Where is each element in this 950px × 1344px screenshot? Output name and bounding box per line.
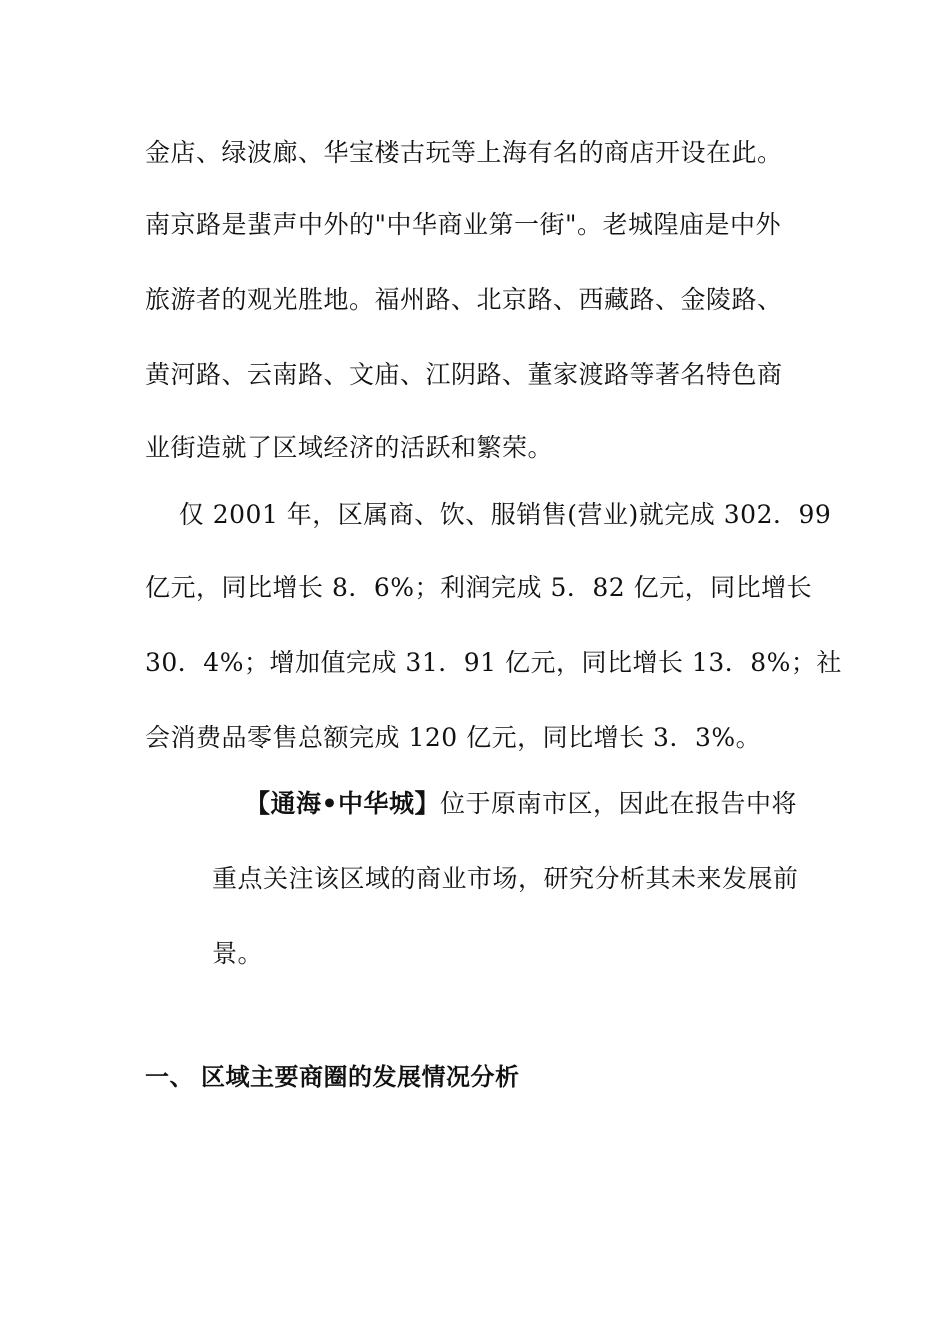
paragraph-3-line-3: 景。 — [212, 939, 264, 968]
paragraph-1-line-1: 金店、绿波廊、华宝楼古玩等上海有名的商店开设在此。 — [145, 138, 783, 167]
section-title: 区域主要商圈的发展情况分析 — [201, 1063, 520, 1091]
section-heading — [145, 1062, 520, 1092]
paragraph-1-line-4: 黄河路、云南路、文庙、江阴路、董家渡路等著名特色商 — [145, 360, 783, 389]
paragraph-3-line-1 — [245, 789, 815, 819]
paragraph-1-line-2: 南京路是蜚声中外的"中华商业第一街"。老城隍庙是中外 — [145, 210, 782, 239]
paragraph-2-line-1: 仅 2001 年，区属商、饮、服销售(营业)就完成 302．99 — [145, 500, 832, 529]
paragraph-2-line-2: 亿元，同比增长 8．6%；利润完成 5．82 亿元，同比增长 — [145, 573, 813, 602]
paragraph-3-line-1-text: 位于原南市区，因此在报告中将 — [439, 789, 797, 818]
section-number: 一、 — [145, 1063, 194, 1091]
paragraph-2-line-3: 30．4%；增加值完成 31．91 亿元，同比增长 13．8%；社 — [145, 648, 842, 677]
paragraph-1-line-3: 旅游者的观光胜地。福州路、北京路、西藏路、金陵路、 — [145, 285, 783, 314]
project-name-label: 【通海•中华城】 — [245, 789, 440, 818]
paragraph-2-line-4: 会消费品零售总额完成 120 亿元，同比增长 3．3%。 — [145, 723, 762, 752]
paragraph-1-line-5: 业街造就了区域经济的活跃和繁荣。 — [145, 433, 554, 462]
paragraph-3-line-2: 重点关注该区域的商业市场，研究分析其未来发展前 — [212, 864, 799, 893]
